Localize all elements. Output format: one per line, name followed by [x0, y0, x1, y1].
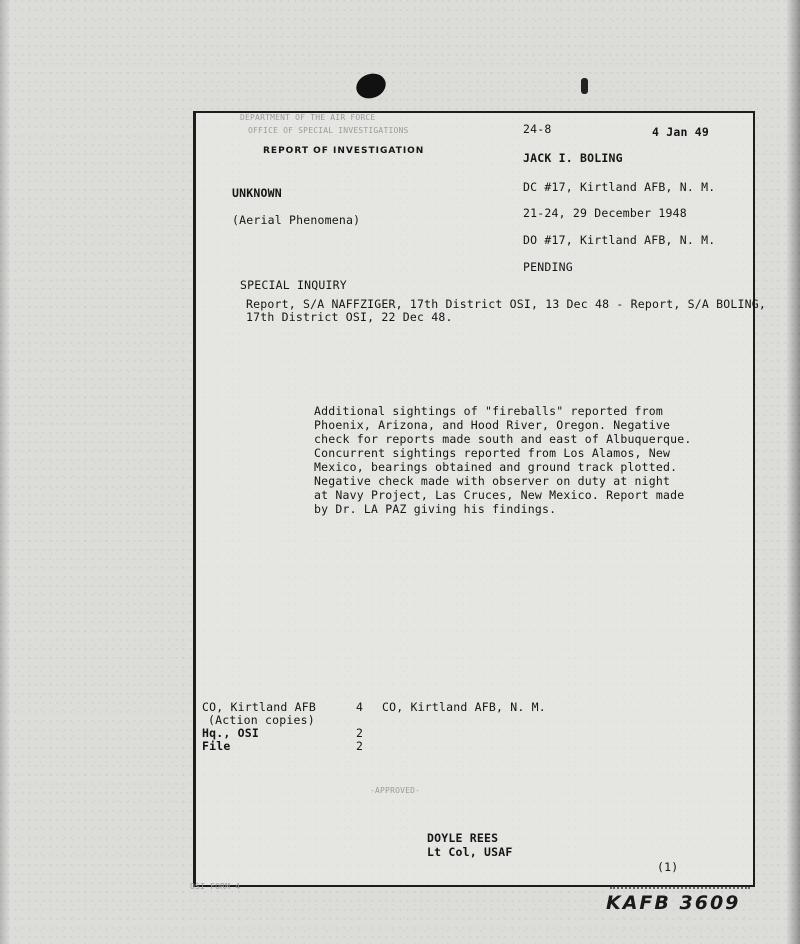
scan-left-shadow — [0, 0, 10, 944]
file-number: 24-8 — [523, 122, 552, 136]
reference-line-1: Report, S/A NAFFZIGER, 17th District OSI, 13 Dec 48 - Report, S/A BOLING, — [246, 297, 767, 311]
report-date: 4 Jan 49 — [652, 125, 709, 139]
synopsis-line: by Dr. LA PAZ giving his findings. — [314, 502, 557, 516]
synopsis-line: Negative check made with observer on duty at night — [314, 474, 671, 488]
subject-name: UNKNOWN — [232, 186, 282, 200]
distribution-to: File — [202, 739, 231, 753]
ink-mark — [581, 78, 588, 94]
distribution-copies: 4 — [356, 700, 364, 714]
synopsis-line: at Navy Project, Las Cruces, New Mexico. Report made — [314, 488, 685, 502]
synopsis-line: Additional sightings of "fireballs" reported from — [314, 404, 664, 418]
office-of-origin: DO #17, Kirtland AFB, N. M. — [523, 233, 716, 247]
distribution-copies: 2 — [356, 739, 364, 753]
reference-line-2: 17th District OSI, 22 Dec 48. — [246, 310, 453, 324]
agency-line-2: OFFICE OF SPECIAL INVESTIGATIONS — [248, 126, 409, 135]
agent-name: JACK I. BOLING — [523, 151, 623, 165]
approving-officer-rank: Lt Col, USAF — [427, 845, 513, 859]
page-number: (1) — [657, 860, 679, 874]
distribution-to: (Action copies) — [208, 713, 315, 727]
bottom-marks — [610, 887, 750, 889]
approval-mark: -APPROVED- — [370, 786, 421, 795]
distribution-to: CO, Kirtland AFB — [202, 700, 316, 714]
synopsis-line: Mexico, bearings obtained and ground track plotted. — [314, 460, 678, 474]
synopsis-line: Phoenix, Arizona, and Hood River, Oregon. Negative — [314, 418, 671, 432]
form-number: OSI FORM 4 — [190, 882, 241, 891]
office-made-at: DC #17, Kirtland AFB, N. M. — [523, 180, 716, 194]
distribution-to: Hq., OSI — [202, 726, 259, 740]
synopsis-line: Concurrent sightings reported from Los Alamos, New — [314, 446, 671, 460]
period-covered: 21-24, 29 December 1948 — [523, 206, 687, 220]
distribution-note: CO, Kirtland AFB, N. M. — [382, 700, 546, 714]
handwritten-reference: KAFB 3609 — [606, 892, 741, 914]
approving-officer-name: DOYLE REES — [427, 831, 499, 845]
synopsis-line: check for reports made south and east of Albuquerque. — [314, 432, 692, 446]
distribution-copies: 2 — [356, 726, 364, 740]
case-status: PENDING — [523, 260, 573, 274]
subject-description: (Aerial Phenomena) — [232, 213, 361, 227]
agency-line-1: DEPARTMENT OF THE AIR FORCE — [240, 113, 376, 122]
character-of-case: SPECIAL INQUIRY — [240, 278, 347, 292]
form-title: REPORT OF INVESTIGATION — [263, 146, 425, 156]
scan-right-shadow — [786, 0, 800, 944]
